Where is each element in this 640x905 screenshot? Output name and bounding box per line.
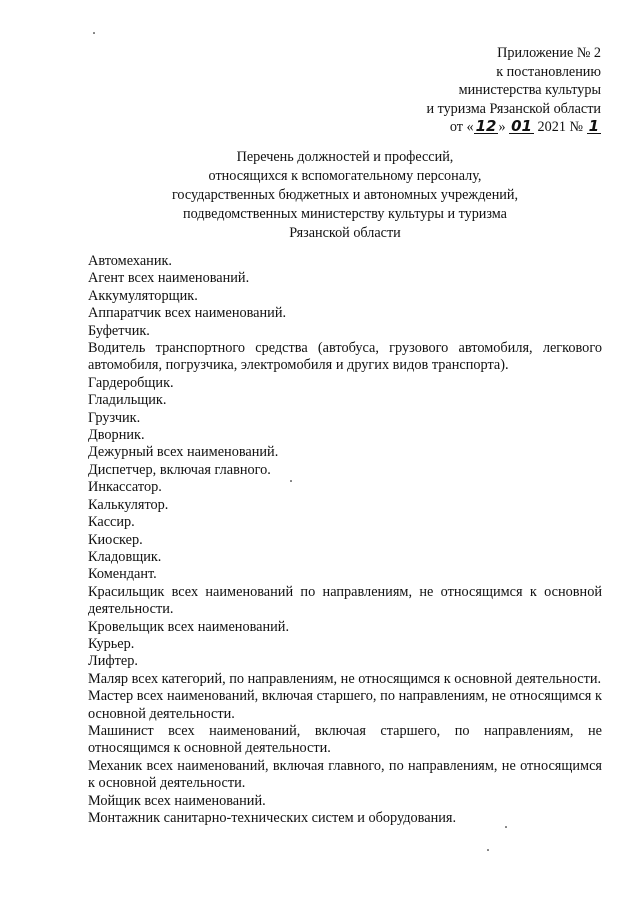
scan-speck <box>505 826 507 828</box>
scan-speck <box>487 849 489 851</box>
list-item: Мойщик всех наименований. <box>88 792 266 809</box>
list-item: Комендант. <box>88 566 157 583</box>
list-item: Дежурный всех наименований. <box>88 444 279 461</box>
year: 2021 <box>537 119 566 135</box>
number-label: № <box>569 119 584 135</box>
list-item: Механик всех наименований, включая главного, по направлениям, не относящимся к основной деятельности. <box>88 757 602 792</box>
list-item: Агент всех наименований. <box>88 270 250 287</box>
list-item: Грузчик. <box>88 409 141 426</box>
list-item: Водитель транспортного средства (автобуса, грузового автомобиля, легкового автомобиля, погрузчика, электромобиля и других видов транспорта). <box>88 340 602 374</box>
title-line-3: государственных бюджетных и автономных учреждений, <box>171 187 519 203</box>
scan-speck <box>290 480 292 482</box>
list-item: Красильщик всех наименований по направлениям, не относящимся к основной деятельности. <box>88 583 602 618</box>
list-item: Монтажник санитарно-технических систем и оборудования. <box>88 810 457 826</box>
list-item: Киоскер. <box>88 531 143 548</box>
title-line-2: относящихся к вспомогательному персоналу, <box>208 168 482 184</box>
title-line-1: Перечень должностей и профессий, <box>236 149 454 165</box>
appendix-number: Приложение № 2 <box>497 45 601 61</box>
appendix-ref-line: к постановлению <box>496 63 601 80</box>
scan-speck <box>93 32 95 34</box>
list-item: Аппаратчик всех наименований. <box>88 305 287 322</box>
list-item: Маляр всех категорий, по направлениям, не относящимся к основной деятельности. <box>88 670 602 687</box>
appendix-ministry-line: министерства культуры <box>458 82 601 98</box>
list-item: Гладильщик. <box>88 392 167 409</box>
document-title <box>90 148 600 243</box>
list-item: Кладовщик. <box>88 548 162 565</box>
list-item: Лифтер. <box>88 653 138 670</box>
list-item: Буфетчик. <box>88 322 150 339</box>
list-item: Аккумуляторщик. <box>88 287 198 304</box>
list-item: Машинист всех наименований, включая старшего, по направлениям, не относящимся к основной деятельности. <box>88 722 602 757</box>
appendix-date-line: от « 12 » 01 2021 № 1 <box>449 117 599 135</box>
handwritten-month: 01 <box>511 117 532 135</box>
list-item: Курьер. <box>88 635 135 652</box>
list-item: Инкассатор. <box>88 479 162 496</box>
list-item: Диспетчер, включая главного. <box>88 461 271 478</box>
date-prefix: от « <box>449 119 474 135</box>
title-line-5: Рязанской области <box>289 225 401 241</box>
list-item: Калькулятор. <box>88 496 169 513</box>
positions-list <box>88 253 602 827</box>
title-line-4: подведомственных министерству культуры и туризма <box>183 206 507 222</box>
list-item: Кровельщик всех наименований. <box>88 618 290 635</box>
list-item: Кассир. <box>88 514 135 531</box>
list-item: Автомеханик. <box>88 253 172 269</box>
appendix-region-line: и туризма Рязанской области <box>426 100 601 117</box>
handwritten-number: 1 <box>588 117 599 135</box>
handwritten-day: 12 <box>475 117 497 135</box>
appendix-header <box>361 44 601 137</box>
list-item: Гардеробщик. <box>88 374 174 391</box>
list-item: Дворник. <box>88 427 145 444</box>
list-item: Мастер всех наименований, включая старшего, по направлениям, не относящимся к основной деятельности. <box>88 688 602 722</box>
